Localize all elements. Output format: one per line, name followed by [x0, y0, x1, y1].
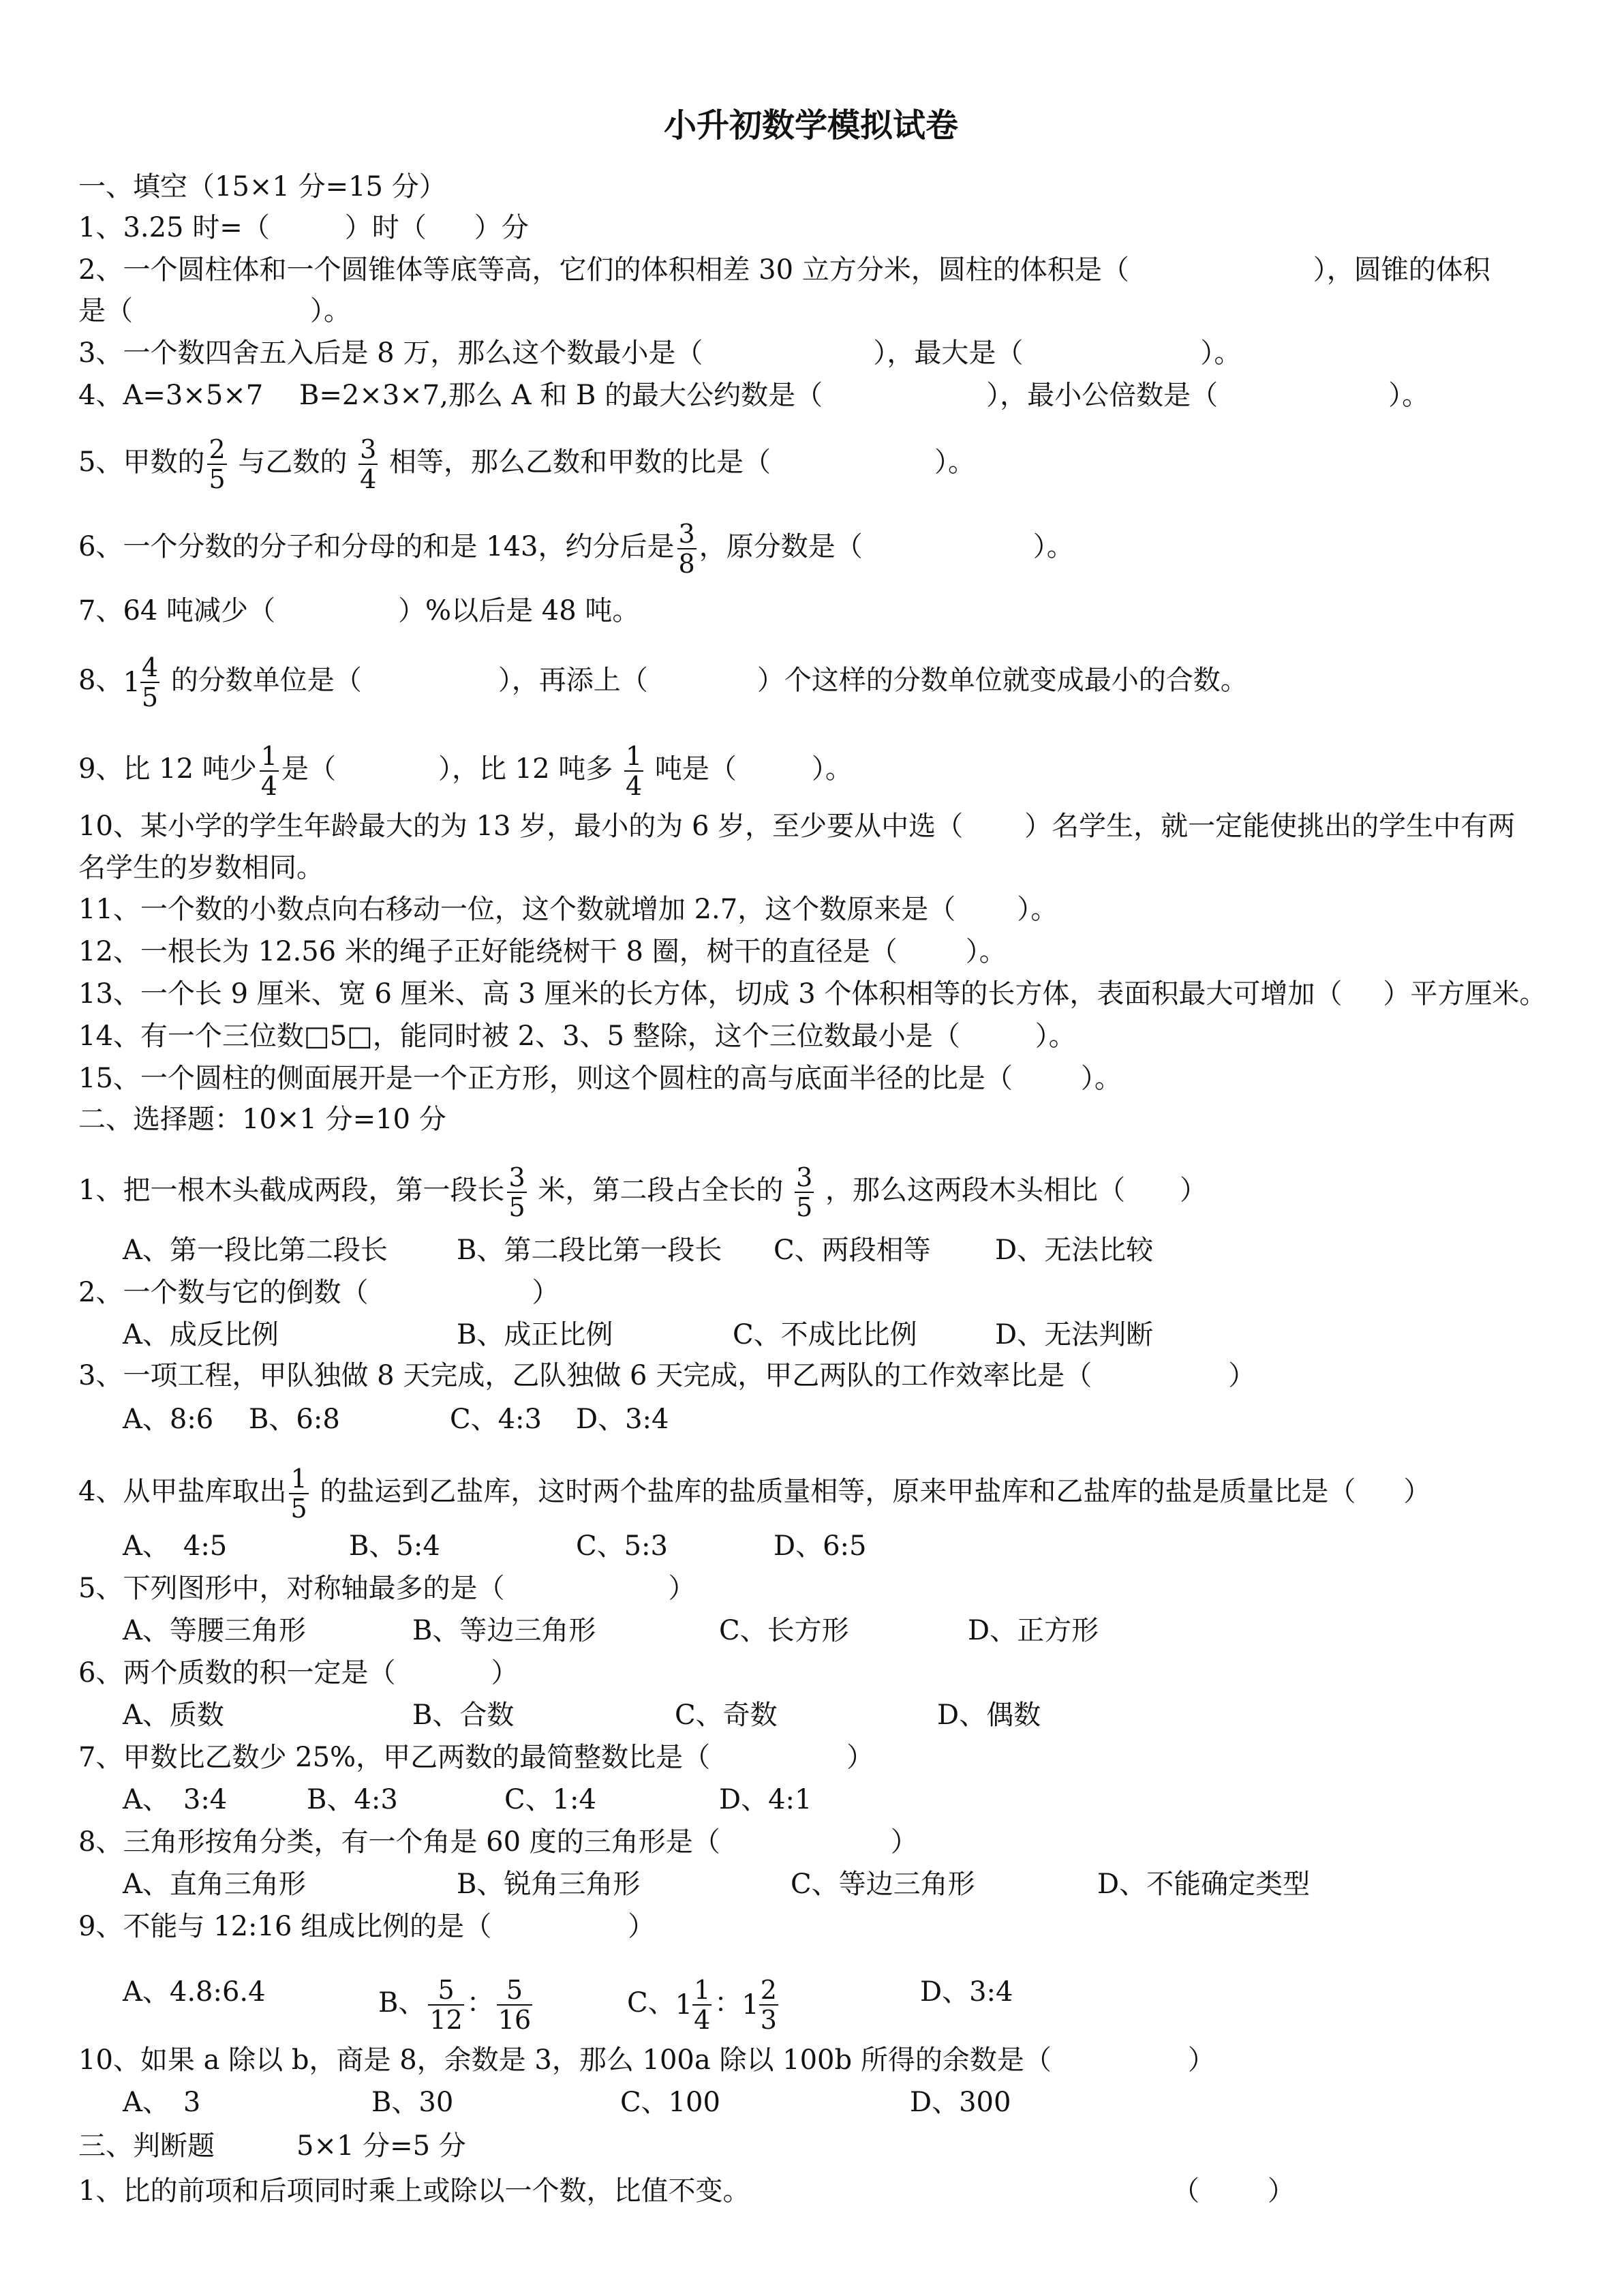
s1-q13: 13、一个长 9 厘米、宽 6 厘米、高 3 厘米的长方体，切成 3 个体积相等的长方体，表面积最大可增加（ ）平方厘米。: [78, 978, 1547, 1010]
s2-q2-option-c: C、不成比比例: [733, 1319, 917, 1350]
s2-q9-option-a: A、4.8:6.4: [123, 1976, 266, 2008]
s2-q5: 5、下列图形中，对称轴最多的是（ ）: [78, 1573, 696, 1604]
s2-q3: 3、一项工程，甲队独做 8 天完成，乙队独做 6 天完成，甲乙两队的工作效率比是（ ）: [78, 1360, 1256, 1391]
s2-q1-option-c: C、两段相等: [774, 1235, 931, 1266]
s2-q4: 4、从甲盐库取出 $\frac{1}{5}$ 的盐运到乙盐库，这时两个盐库的盐质量相等，原来甲盐库和乙盐库的盐是质量比是（ ）: [78, 1464, 1431, 1524]
s2-q8-option-d: D、不能确定类型: [1097, 1869, 1311, 1900]
s2-q4-option-b: B、5:4: [349, 1530, 440, 1562]
s1-q9: 9、比 12 吨少 $\frac{1}{4}$ 是（ ），比 12 吨多 $\frac{1}{4}$ 吨是（ ）。: [78, 741, 853, 801]
s2-q8-option-b: B、锐角三角形: [457, 1869, 641, 1900]
s2-q10-option-c: C、100: [620, 2087, 720, 2118]
s2-q8: 8、三角形按角分类，有一个角是 60 度的三角形是（ ）: [78, 1826, 918, 1858]
s1-q4: 4、A=3×5×7 B=2×3×7,那么 A 和 B 的最大公约数是（ ），最小公倍数是（ ）。: [78, 380, 1430, 411]
s1-q6: 6、一个分数的分子和分母的和是 143，约分后是 $\frac{3}{8}$ ，原分数是（ ）。: [78, 519, 1074, 579]
s1-q11: 11、一个数的小数点向右移动一位，这个数就增加 2.7，这个数原来是（ ）。: [78, 894, 1058, 925]
section2-heading: 二、选择题：10×1 分=10 分: [78, 1104, 446, 1135]
page-title: 小升初数学模拟试卷: [663, 106, 958, 145]
s1-q15: 15、一个圆柱的侧面展开是一个正方形，则这个圆柱的高与底面半径的比是（ ）。: [78, 1063, 1122, 1094]
s1-q2-cont: 是（ ）。: [78, 295, 351, 327]
s2-q2-option-d: D、无法判断: [995, 1319, 1154, 1350]
s2-q6-option-d: D、偶数: [937, 1700, 1041, 1731]
s2-q2: 2、一个数与它的倒数（ ）: [78, 1277, 560, 1308]
s2-q8-option-a: A、直角三角形: [123, 1869, 306, 1900]
s1-q2: 2、一个圆柱体和一个圆锥体等底等高，它们的体积相差 30 立方分米，圆柱的体积是（ ），圆锥的体积: [78, 254, 1490, 286]
s2-q1-option-a: A、第一段比第二段长: [123, 1235, 388, 1266]
s2-q9-option-c: C、1 $\frac{1}{4}$ ：1 $\frac{2}{3}$: [627, 1975, 777, 2035]
s2-q3-option-a: A、8:6: [123, 1404, 214, 1435]
s2-q6-option-c: C、奇数: [675, 1700, 778, 1731]
s2-q10-option-d: D、300: [910, 2087, 1011, 2118]
s3-q1: 1、比的前项和后项同时乘上或除以一个数，比值不变。: [78, 2175, 750, 2207]
s2-q4-option-a: A、 4:5: [123, 1530, 228, 1562]
s2-q3-option-c: C、4:3: [450, 1404, 542, 1435]
s2-q9-option-b: B、 $\frac{5}{12}$ ： $\frac{5}{16}$: [378, 1975, 532, 2035]
s2-q2-option-a: A、成反比例: [123, 1319, 279, 1350]
s2-q5-option-c: C、长方形: [719, 1615, 849, 1646]
s1-q10-cont: 名学生的岁数相同。: [78, 852, 324, 883]
s1-q10: 10、某小学的学生年龄最大的为 13 岁，最小的为 6 岁，至少要从中选（ ）名学生，就一定能使挑出的学生中有两: [78, 811, 1516, 842]
s2-q1-option-b: B、第二段比第一段长: [457, 1235, 722, 1266]
s2-q9: 9、不能与 12:16 组成比例的是（ ）: [78, 1911, 656, 1942]
section1-heading: 一、填空（15×1 分=15 分）: [78, 171, 446, 202]
s2-q1: 1、把一根木头截成两段，第一段长 $\frac{3}{5}$ 米，第二段占全长的 $\frac{3}{5}$ ，那么这两段木头相比（ ）: [78, 1162, 1207, 1222]
s1-q1: 1、3.25 时=（ ）时（ ）分: [78, 212, 529, 243]
s2-q10: 10、如果 a 除以 b，商是 8，余数是 3，那么 100a 除以 100b 所得的余数是（ ）: [78, 2044, 1215, 2076]
s2-q6: 6、两个质数的积一定是（ ）: [78, 1657, 519, 1689]
s2-q7: 7、甲数比乙数少 25%，甲乙两数的最简整数比是（ ）: [78, 1742, 874, 1773]
s1-q12: 12、一根长为 12.56 米的绳子正好能绕树干 8 圈，树干的直径是（ ）。: [78, 936, 1007, 967]
s2-q5-option-b: B、等边三角形: [412, 1615, 596, 1646]
s1-q5: 5、甲数的 $\frac{2}{5}$ 与乙数的 $\frac{3}{4}$ 相等，那么乙数和甲数的比是（ ）。: [78, 434, 975, 494]
s2-q9-option-d: D、3:4: [920, 1976, 1013, 2008]
s2-q5-option-a: A、等腰三角形: [123, 1615, 306, 1646]
s2-q7-option-a: A、 3:4: [123, 1784, 228, 1815]
section3-heading: 三、判断题 5×1 分=5 分: [78, 2130, 466, 2162]
s2-q5-option-d: D、正方形: [968, 1615, 1099, 1646]
s2-q4-option-d: D、6:5: [774, 1530, 867, 1562]
s2-q6-option-a: A、质数: [123, 1700, 224, 1731]
s1-q3: 3、一个数四舍五入后是 8 万，那么这个数最小是（ ），最大是（ ）。: [78, 337, 1242, 369]
s2-q6-option-b: B、合数: [412, 1700, 515, 1731]
s2-q4-option-c: C、5:3: [576, 1530, 668, 1562]
s1-q8: 8、1 $\frac{4}{5}$ 的分数单位是（ ），再添上（ ）个这样的分数单位就变成最小的合数。: [78, 652, 1248, 712]
s2-q10-option-a: A、 3: [123, 2087, 201, 2118]
s2-q2-option-b: B、成正比例: [457, 1319, 613, 1350]
s2-q8-option-c: C、等边三角形: [791, 1869, 975, 1900]
s1-q7: 7、64 吨减少（ ）%以后是 48 吨。: [78, 595, 640, 626]
s2-q3-option-b: B、6:8: [249, 1404, 340, 1435]
s2-q3-option-d: D、3:4: [576, 1404, 669, 1435]
s2-q7-option-d: D、4:1: [719, 1784, 812, 1815]
s2-q7-option-c: C、1:4: [504, 1784, 596, 1815]
s2-q7-option-b: B、4:3: [307, 1784, 398, 1815]
s2-q10-option-b: B、30: [371, 2087, 454, 2118]
s2-q1-option-d: D、无法比较: [995, 1235, 1154, 1266]
s3-q1-answer-bracket: （ ）: [1172, 2175, 1295, 2207]
s1-q14: 14、有一个三位数□5□，能同时被 2、3、5 整除，这个三位数最小是（ ）。: [78, 1021, 1076, 1052]
